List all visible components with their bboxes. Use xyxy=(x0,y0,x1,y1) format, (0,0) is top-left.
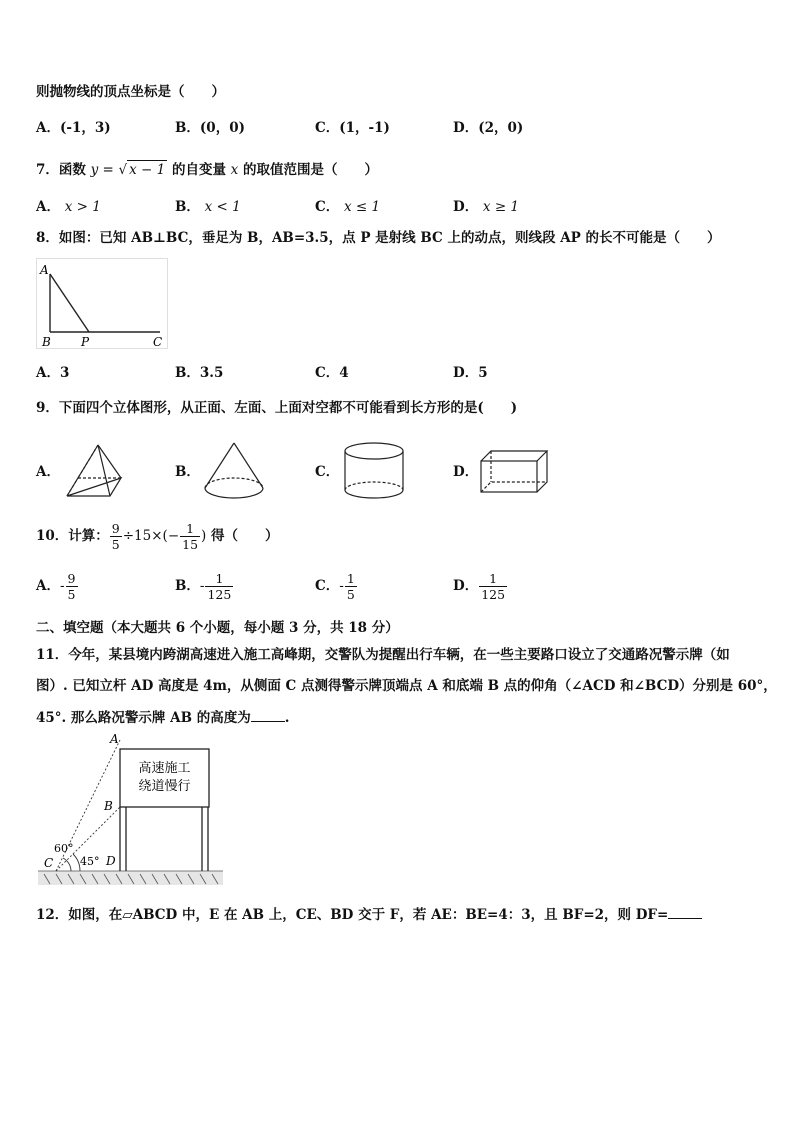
cylinder-icon xyxy=(342,441,406,501)
q7-option-a: A． x > 1 xyxy=(36,199,101,215)
q10-operator: ÷15×(− xyxy=(122,528,180,544)
sign-text-1: 高速施工 xyxy=(138,761,191,776)
q7-option-d: D． x ≥ 1 xyxy=(453,199,520,215)
q9-option-c: C． xyxy=(315,464,340,480)
q10-suffix: 得（ ） xyxy=(211,528,279,544)
q7-prefix: 7．函数 xyxy=(36,162,86,178)
q7-option-b: B． x < 1 xyxy=(175,199,241,215)
q10-option-d: D． $\frac{1}{125}$ xyxy=(453,571,506,602)
q10-option-c: C．- $\frac{1}{5}$ xyxy=(315,571,355,602)
sign-text-2: 绕道慢行 xyxy=(138,779,191,794)
q10-option-a: A．- $\frac{9}{5}$ xyxy=(36,571,76,602)
label-c: C xyxy=(44,856,54,870)
q9-stem: 9．下面四个立体图形，从正面、左面、上面对空都不可能看到长方形的是( ) xyxy=(36,400,518,416)
q10-fraction-1: $\frac{9}{5}$ xyxy=(111,521,120,552)
label-b: B xyxy=(42,335,51,349)
q8-option-a: A．3 xyxy=(36,365,70,381)
q7-stem xyxy=(36,160,378,179)
angle-arc-45 xyxy=(73,854,80,871)
q8-figure xyxy=(36,258,171,350)
q10-close-paren: ) xyxy=(201,528,207,544)
angle-45-label: 45° xyxy=(80,855,100,868)
q8-stem: 8．如图：已知 AB⊥BC，垂足为 B，AB=3.5，点 P 是射线 BC 上的动点，则线段 AP 的长不可能是（ ） xyxy=(36,230,721,246)
q6-option-c: C．(1，-1) xyxy=(315,120,390,136)
angle-arc-60 xyxy=(63,858,71,871)
q7-function-lhs: y = xyxy=(90,162,114,178)
q6-option-d: D．(2，0) xyxy=(453,120,524,136)
q6-stem: 则抛物线的顶点坐标是（ ） xyxy=(36,84,225,100)
q8-option-d: D．5 xyxy=(453,365,488,381)
q9-option-a: A． xyxy=(36,464,60,480)
cone-icon xyxy=(203,441,265,501)
q7-radicand: x − 1 xyxy=(129,162,166,178)
q6-option-b: B．(0，0) xyxy=(175,120,245,136)
q11-line1: 11．今年，某县境内跨湖高速进入施工高峰期，交警队为提醒出行车辆，在一些主要路口设立了交通路况警示牌（如 xyxy=(36,647,730,663)
q8-option-c: C．4 xyxy=(315,365,349,381)
q7-option-c: C． x ≤ 1 xyxy=(315,199,381,215)
q12-stem: 12．如图，在▱ABCD 中，E 在 AB 上，CE、BD 交于 F，若 AE：BE=4：3，且 BF=2，则 DF= xyxy=(36,905,702,924)
q10-stem xyxy=(36,518,279,554)
angle-60-label: 60° xyxy=(54,842,74,855)
section-title: 二、填空题（本大题共 6 个小题，每小题 3 分，共 18 分） xyxy=(36,620,399,636)
q11-line3: 45°. 那么路况警示牌 AB 的高度为 . xyxy=(36,710,290,726)
q10-option-b: B．- $\frac{1}{125}$ xyxy=(175,571,232,602)
q9-option-b: B． xyxy=(175,464,200,480)
label-b: B xyxy=(104,799,113,813)
sign-board xyxy=(120,749,209,807)
q7-variable: x xyxy=(230,162,239,178)
q11-figure xyxy=(36,734,228,890)
q10-fraction-2: $\frac{1}{15}$ xyxy=(182,521,199,552)
q10-prefix: 10．计算： xyxy=(36,528,109,544)
cuboid-icon xyxy=(478,449,550,495)
label-a: A xyxy=(110,732,119,746)
answer-blank xyxy=(251,708,285,722)
figure-frame xyxy=(37,259,168,349)
label-a: A xyxy=(40,263,49,277)
label-d: D xyxy=(106,854,116,868)
pyramid-icon xyxy=(64,443,126,499)
sqrt-icon: √ xyxy=(118,162,128,178)
label-c: C xyxy=(153,335,163,349)
q7-suffix: 的自变量 xyxy=(171,162,226,178)
q8-option-b: B．3.5 xyxy=(175,365,224,381)
q11-line2: 图）. 已知立杆 AD 高度是 4m，从侧面 C 点测得警示牌顶端点 A 和底端 B 点的仰角（∠ACD 和∠BCD）分别是 60°， xyxy=(36,678,777,694)
q9-option-d: D． xyxy=(453,464,479,480)
label-p: P xyxy=(81,335,90,349)
segment-ap xyxy=(50,274,89,332)
q7-suffix2: 的取值范围是（ ） xyxy=(243,162,378,178)
q6-option-a: A．(-1，3) xyxy=(36,120,111,136)
answer-blank xyxy=(668,905,702,919)
